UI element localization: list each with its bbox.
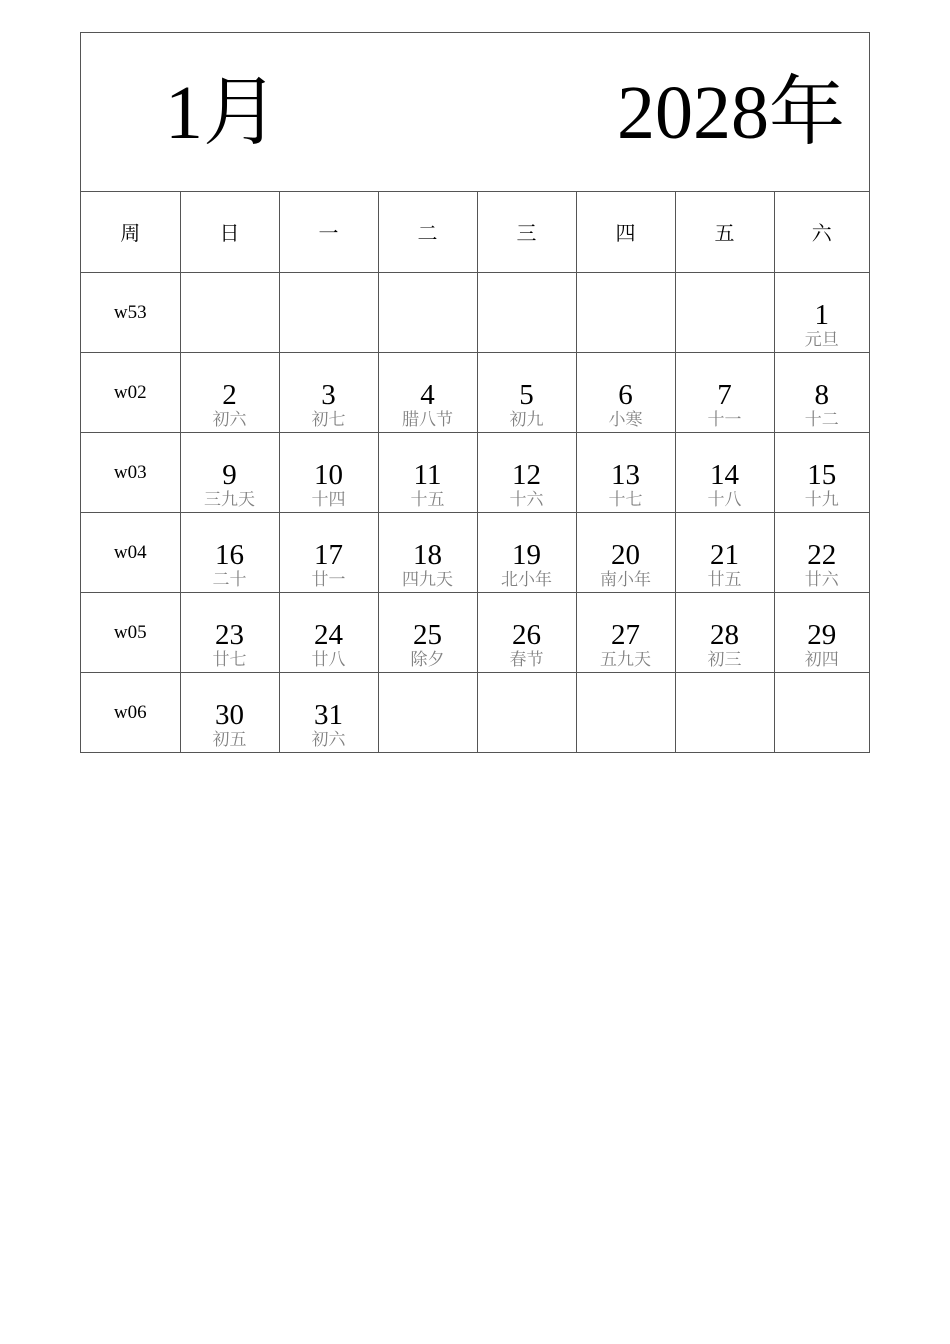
lunar-date-label: 十五 bbox=[410, 490, 445, 510]
empty-day-cell bbox=[378, 272, 477, 352]
month-title: 1月 bbox=[165, 71, 279, 155]
day-cell bbox=[180, 592, 279, 672]
day-cell bbox=[180, 672, 279, 752]
day-number: 24 bbox=[314, 619, 343, 651]
day-number: 11 bbox=[413, 459, 442, 491]
lunar-date-label: 十六 bbox=[509, 490, 544, 510]
day-number: 6 bbox=[618, 379, 633, 411]
day-number: 27 bbox=[611, 619, 640, 651]
lunar-date-label: 初四 bbox=[804, 650, 839, 670]
week-row bbox=[81, 512, 869, 592]
day-number: 19 bbox=[512, 539, 541, 571]
lunar-date-label: 腊八节 bbox=[402, 410, 453, 430]
day-cell bbox=[576, 432, 675, 512]
day-cell bbox=[279, 432, 378, 512]
empty-day-cell bbox=[477, 272, 576, 352]
weekday-header-fri: 五 bbox=[675, 192, 774, 272]
lunar-date-label: 十一 bbox=[707, 410, 742, 430]
day-number: 17 bbox=[314, 539, 343, 571]
day-cell bbox=[774, 352, 869, 432]
lunar-date-label: 初三 bbox=[707, 650, 742, 670]
lunar-date-label: 廿七 bbox=[212, 650, 247, 670]
lunar-date-label: 初六 bbox=[311, 730, 346, 751]
day-cell bbox=[378, 432, 477, 512]
lunar-date-label: 春节 bbox=[509, 650, 544, 670]
weekday-header-tue: 二 bbox=[378, 192, 477, 272]
weekday-header-sun: 日 bbox=[180, 192, 279, 272]
day-cell bbox=[180, 432, 279, 512]
lunar-date-label: 三九天 bbox=[204, 490, 255, 510]
empty-day-cell bbox=[675, 672, 774, 752]
weekday-header-row bbox=[81, 192, 869, 272]
day-number: 20 bbox=[611, 539, 640, 571]
day-cell bbox=[378, 512, 477, 592]
day-number: 3 bbox=[321, 379, 336, 411]
lunar-date-label: 二十 bbox=[212, 570, 247, 590]
lunar-date-label: 四九天 bbox=[402, 570, 453, 590]
day-cell bbox=[774, 592, 869, 672]
weekday-header-sat: 六 bbox=[774, 192, 869, 272]
day-cell bbox=[774, 512, 869, 592]
lunar-date-label: 十九 bbox=[804, 490, 839, 510]
empty-day-cell bbox=[180, 272, 279, 352]
lunar-date-label: 十二 bbox=[804, 410, 839, 430]
empty-day-cell bbox=[576, 672, 675, 752]
empty-day-cell bbox=[774, 672, 869, 752]
lunar-date-label: 廿八 bbox=[311, 650, 346, 670]
calendar-weeks bbox=[81, 272, 869, 752]
day-cell bbox=[675, 592, 774, 672]
lunar-date-label: 十七 bbox=[608, 490, 643, 510]
lunar-date-label: 除夕 bbox=[410, 650, 445, 670]
day-cell bbox=[378, 592, 477, 672]
lunar-date-label: 十四 bbox=[311, 490, 346, 510]
day-number: 22 bbox=[807, 539, 837, 571]
day-cell bbox=[576, 592, 675, 672]
day-number: 9 bbox=[222, 459, 237, 491]
week-number: w04 bbox=[81, 512, 180, 592]
week-row bbox=[81, 592, 869, 672]
lunar-date-label: 元旦 bbox=[804, 330, 839, 350]
lunar-date-label: 五九天 bbox=[600, 650, 651, 670]
year-title: 2028年 bbox=[617, 71, 845, 155]
lunar-date-label: 廿六 bbox=[804, 570, 839, 590]
lunar-date-label: 初六 bbox=[212, 410, 247, 430]
day-cell bbox=[279, 512, 378, 592]
day-number: 28 bbox=[710, 619, 739, 651]
day-number: 31 bbox=[314, 699, 343, 732]
week-row bbox=[81, 672, 869, 752]
weekday-header-thu: 四 bbox=[576, 192, 675, 272]
empty-day-cell bbox=[378, 672, 477, 752]
lunar-date-label: 初九 bbox=[509, 410, 544, 430]
weekday-header-mon: 一 bbox=[279, 192, 378, 272]
week-row bbox=[81, 432, 869, 512]
day-cell bbox=[675, 512, 774, 592]
calendar-title-row bbox=[81, 33, 869, 192]
day-cell bbox=[675, 352, 774, 432]
day-cell bbox=[576, 512, 675, 592]
empty-day-cell bbox=[675, 272, 774, 352]
lunar-date-label: 廿五 bbox=[707, 570, 742, 590]
day-number: 10 bbox=[314, 459, 343, 491]
day-number: 21 bbox=[710, 539, 739, 571]
week-number: w06 bbox=[81, 672, 180, 752]
day-number: 15 bbox=[807, 459, 837, 491]
calendar-grid bbox=[81, 192, 869, 752]
lunar-date-label: 南小年 bbox=[600, 570, 651, 590]
day-cell bbox=[477, 592, 576, 672]
day-cell bbox=[378, 352, 477, 432]
day-cell bbox=[576, 352, 675, 432]
day-cell bbox=[477, 352, 576, 432]
lunar-date-label: 廿一 bbox=[311, 570, 346, 590]
day-number: 30 bbox=[215, 699, 244, 732]
day-number: 12 bbox=[512, 459, 541, 491]
empty-day-cell bbox=[279, 272, 378, 352]
lunar-date-label: 初七 bbox=[311, 410, 346, 430]
weekday-header-wed: 三 bbox=[477, 192, 576, 272]
day-cell bbox=[279, 352, 378, 432]
day-cell bbox=[279, 672, 378, 752]
day-cell bbox=[180, 512, 279, 592]
calendar bbox=[80, 32, 870, 753]
day-number: 4 bbox=[420, 379, 435, 411]
week-column-header: 周 bbox=[81, 192, 180, 272]
day-cell bbox=[180, 352, 279, 432]
day-number: 29 bbox=[807, 619, 837, 651]
lunar-date-label: 小寒 bbox=[608, 410, 643, 430]
week-row bbox=[81, 272, 869, 352]
day-number: 14 bbox=[710, 459, 739, 491]
day-cell bbox=[477, 432, 576, 512]
day-number: 26 bbox=[512, 619, 541, 651]
day-number: 5 bbox=[519, 379, 534, 411]
week-row bbox=[81, 352, 869, 432]
day-cell bbox=[774, 272, 869, 352]
week-number: w03 bbox=[81, 432, 180, 512]
empty-day-cell bbox=[477, 672, 576, 752]
day-number: 25 bbox=[413, 619, 442, 651]
day-number: 8 bbox=[814, 379, 829, 411]
day-number: 2 bbox=[222, 379, 237, 411]
day-cell bbox=[774, 432, 869, 512]
day-number: 13 bbox=[611, 459, 640, 491]
day-number: 23 bbox=[215, 619, 244, 651]
empty-day-cell bbox=[576, 272, 675, 352]
day-number: 16 bbox=[215, 539, 244, 571]
week-number: w53 bbox=[81, 272, 180, 352]
day-cell bbox=[675, 432, 774, 512]
day-number: 7 bbox=[717, 379, 732, 411]
week-number: w05 bbox=[81, 592, 180, 672]
day-number: 1 bbox=[814, 299, 829, 331]
day-cell bbox=[279, 592, 378, 672]
lunar-date-label: 北小年 bbox=[501, 570, 552, 590]
day-number: 18 bbox=[413, 539, 442, 571]
lunar-date-label: 十八 bbox=[707, 490, 742, 510]
day-cell bbox=[477, 512, 576, 592]
lunar-date-label: 初五 bbox=[212, 730, 247, 751]
week-number: w02 bbox=[81, 352, 180, 432]
